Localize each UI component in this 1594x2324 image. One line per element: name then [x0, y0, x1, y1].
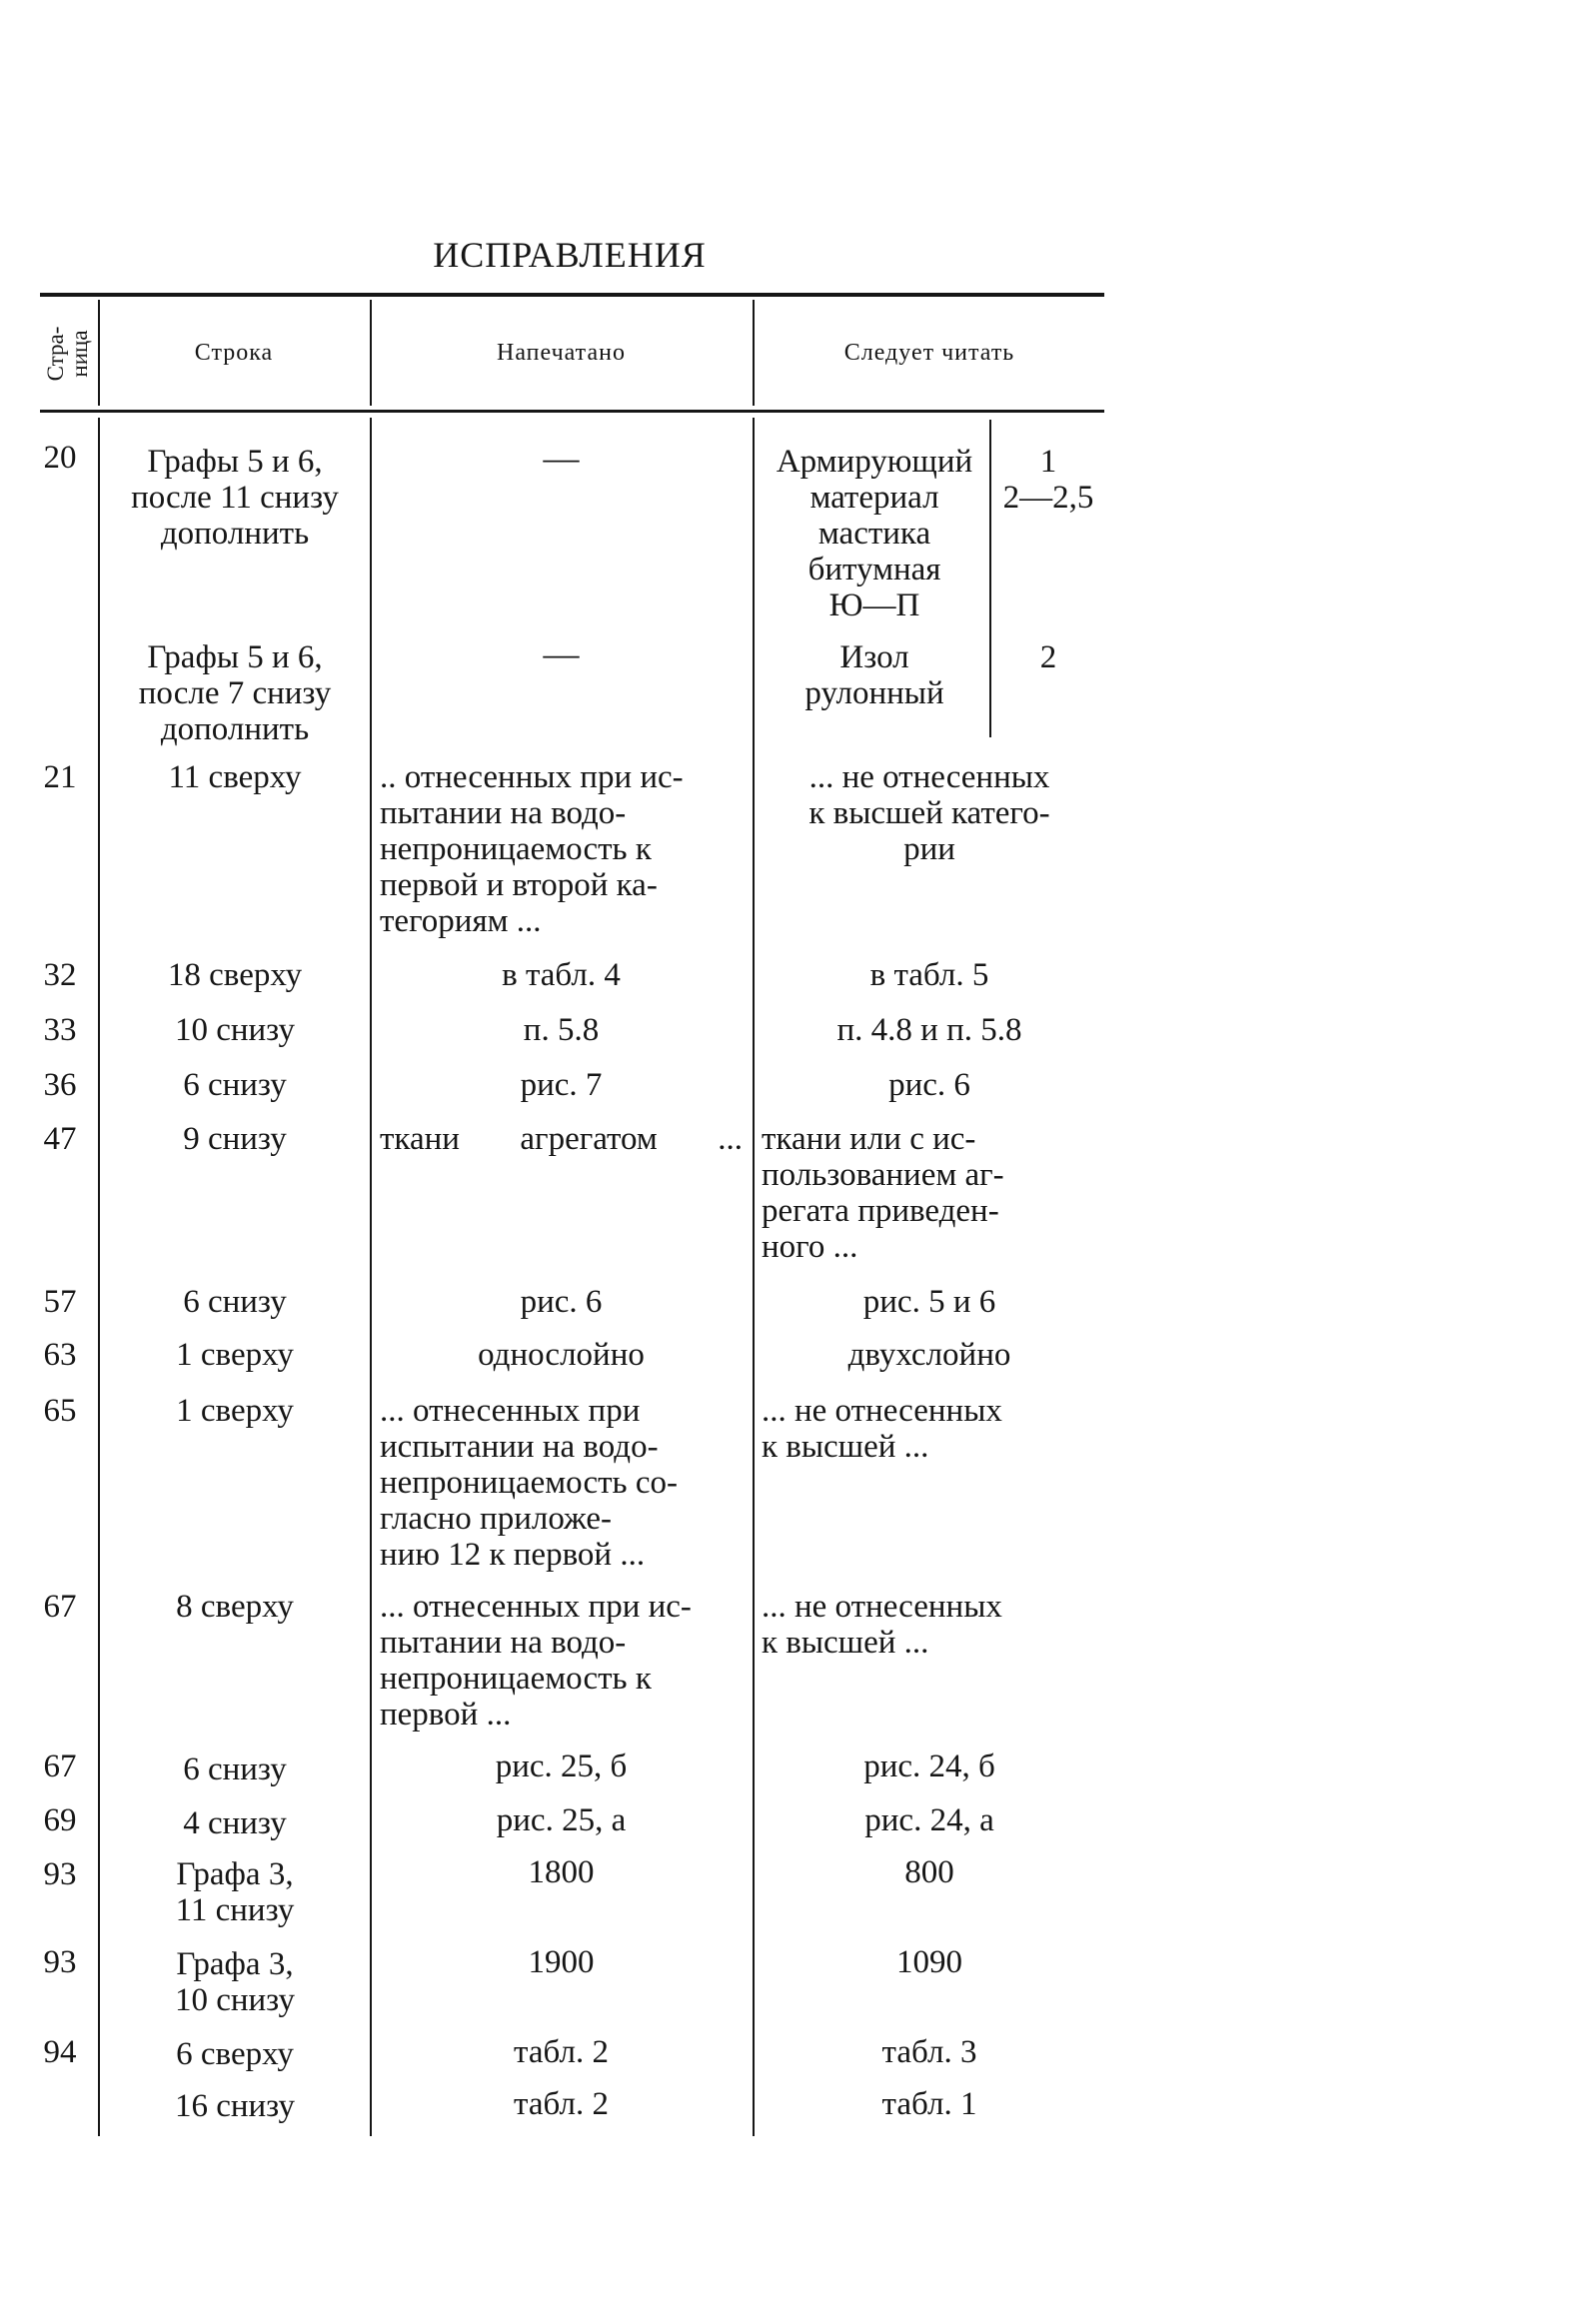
table-row-should-read: п. 4.8 и п. 5.8 [836, 1012, 1022, 1048]
table-row-printed: п. 5.8 [523, 1012, 600, 1048]
table-row-page: 67 [43, 1589, 77, 1625]
table-row-line: 1 сверху [176, 1393, 294, 1429]
table-row-line: Графа 3, 10 снизу [174, 1946, 296, 2018]
table-row-printed: 1800 [528, 1854, 595, 1890]
table-row-printed: табл. 2 [514, 2086, 609, 2122]
table-row-page: 33 [43, 1012, 77, 1048]
table-row-should-read: 1090 [896, 1944, 962, 1980]
table-row-printed: однослойно [478, 1337, 645, 1373]
table-row-should-read: рис. 5 и 6 [862, 1284, 996, 1320]
table-row-page: 65 [43, 1393, 77, 1429]
table-row-should-read: табл. 1 [881, 2086, 977, 2122]
table-row-should-read: ... не отнесенных к высшей ... [762, 1393, 1002, 1465]
table-row-page: 69 [43, 1802, 77, 1838]
table-row-line: 6 снизу [183, 1067, 287, 1103]
header-page-label: Стра- ница [43, 326, 92, 382]
table-row-line: 1 сверху [176, 1337, 294, 1373]
table-row-line: Графы 5 и 6, после 11 снизу дополнить [131, 444, 339, 552]
table-row-should-read: рис. 24, а [864, 1802, 994, 1838]
page-title: ИСПРАВЛЕНИЯ [433, 235, 707, 275]
table-row-should-read: рис. 6 [888, 1067, 970, 1103]
table-row-printed: ткани агрегатом ... [380, 1121, 743, 1157]
table-row-line: 4 снизу [183, 1805, 287, 1841]
table-row-should-read: ... не отнесенных к высшей катего- рии [808, 759, 1050, 867]
table-row-should-read-material: Изол рулонный [804, 639, 944, 711]
table-row-line: 6 снизу [183, 1284, 287, 1320]
table-row-printed: рис. 7 [520, 1067, 603, 1103]
table-row-should-read: ... не отнесенных к высшей ... [762, 1589, 1002, 1661]
table-row-line: 18 сверху [167, 957, 303, 993]
table-row-page: 67 [43, 1748, 77, 1784]
table-row-page: 32 [43, 957, 77, 993]
table-row-should-read-material: Армирующий материал мастика битумная Ю—П [776, 444, 973, 623]
table-row-line: 11 сверху [168, 759, 302, 795]
table-row-should-read-value: 2 [1039, 639, 1057, 675]
table-row-page: 20 [43, 440, 77, 476]
table-row-printed: табл. 2 [514, 2034, 609, 2070]
table-row-line: Графа 3, 11 снизу [175, 1856, 295, 1928]
table-row-line: 6 снизу [183, 1751, 287, 1787]
table-row-page: 47 [43, 1121, 77, 1157]
table-row-printed: рис. 25, б [495, 1748, 628, 1784]
table-row-printed: ... отнесенных при ис- пытании на водо- непроницаемость к первой ... [380, 1589, 692, 1733]
table-row-page: 63 [43, 1337, 77, 1373]
table-row-should-read: в табл. 5 [869, 957, 989, 993]
table-row-line: Графы 5 и 6, после 7 снизу дополнить [138, 639, 332, 747]
table-row-printed: — [543, 633, 580, 673]
header-should-read: Следует читать [843, 340, 1015, 366]
table-row-should-read: рис. 24, б [863, 1748, 995, 1784]
table-row-printed: ... отнесенных при испытании на водо- непроницаемость со- гласно приложе- нию 12 к первой ... [380, 1393, 678, 1573]
table-row-page: 93 [43, 1944, 77, 1980]
table-row-page: 94 [43, 2034, 77, 2070]
table-row-printed: в табл. 4 [502, 957, 621, 993]
table-row-line: 10 снизу [174, 1012, 296, 1048]
table-row-page: 21 [43, 759, 77, 795]
table-row-page: 93 [43, 1856, 77, 1892]
table-row-should-read: табл. 3 [881, 2034, 977, 2070]
table-row-should-read-value: 1 2—2,5 [1002, 444, 1094, 516]
table-row-line: 6 сверху [176, 2036, 294, 2072]
table-row-page: 36 [43, 1067, 77, 1103]
table-row-should-read: 800 [904, 1854, 954, 1890]
table-row-printed: рис. 6 [520, 1284, 603, 1320]
header-printed: Напечатано [497, 340, 626, 366]
table-row-printed: .. отнесенных при ис- пытании на водо- непроницаемость к первой и второй ка- тегориям ... [380, 759, 684, 939]
table-row-should-read: ткани или с ис- пользованием аг- регата приведен- ного ... [762, 1121, 1004, 1265]
table-row-line: 8 сверху [176, 1589, 294, 1625]
table-row-line: 16 снизу [174, 2088, 296, 2124]
table-row-printed: 1900 [528, 1944, 595, 1980]
table-row-line: 9 снизу [183, 1121, 287, 1157]
table-row-page: 57 [43, 1284, 77, 1320]
table-row-printed: рис. 25, а [496, 1802, 627, 1838]
table-row-should-read: двухслойно [847, 1337, 1011, 1373]
table-row-printed: — [543, 438, 580, 478]
header-line: Строка [194, 340, 274, 366]
